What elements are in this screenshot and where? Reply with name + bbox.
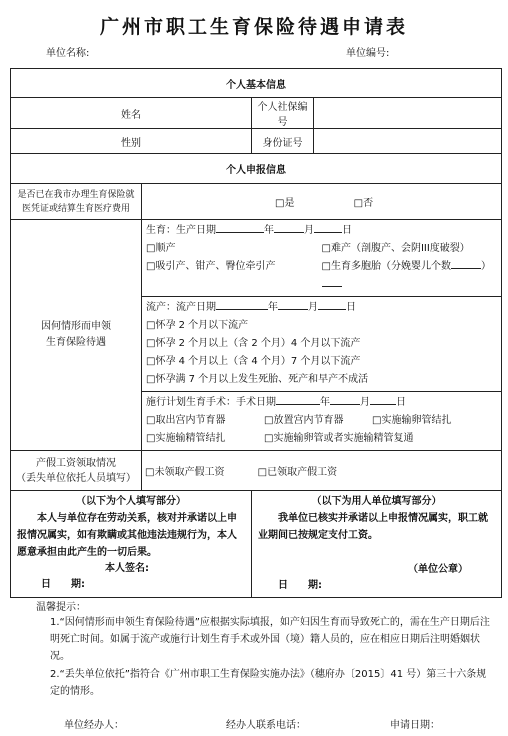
settled-options [142, 184, 502, 220]
abortion-lt2-checkbox[interactable]: □怀孕 2 个月以下流产 [146, 320, 249, 331]
unit-seal-label: （单位公章） [408, 564, 468, 575]
surgery-vasectomy-checkbox[interactable]: □实施输精管结扎 [146, 433, 226, 444]
personal-date-label: 日 期: [41, 579, 85, 590]
application-form [10, 68, 502, 598]
footer-agent-label: 单位经办人： [64, 720, 124, 731]
form-title: 广州市职工生育保险待遇申请表 [99, 16, 408, 38]
birth-natural-checkbox[interactable]: □顺产 [146, 243, 176, 254]
ssn-field[interactable] [314, 98, 502, 129]
leave-received-checkbox[interactable]: □已领取产假工资 [257, 467, 338, 478]
footer-phone-label: 经办人联系电话： [226, 720, 306, 731]
surgery-place-iud-checkbox[interactable]: □放置宫内节育器 [264, 415, 344, 426]
leave-options [142, 451, 502, 491]
birth-assisted-checkbox[interactable]: □吸引产、钳产、臀位牵引产 [146, 261, 276, 272]
surgery-remove-iud-checkbox[interactable]: □取出宫内节育器 [146, 415, 226, 426]
personal-sign-label: 本人签名: [105, 563, 149, 574]
leave-not-received-checkbox[interactable]: □未领取产假工资 [145, 467, 225, 478]
birth-difficult-checkbox[interactable]: □难产（剖腹产、会阴III度破裂） [321, 243, 470, 254]
surgery-tubal-ligation-checkbox[interactable]: □实施输卵管结扎 [372, 415, 452, 426]
section-basic-info: 个人基本信息 [11, 69, 502, 98]
settled-yes-checkbox[interactable]: □是 [275, 198, 295, 209]
gender-label: 性别 [11, 129, 252, 154]
surgery-section: 施行计划生育手术：手术日期 年 月 日 □取出宫内节育器 □放置宫内节育器 □实施输卵管结扎 □实施输精管结扎 □实施输卵管或者实施输精管复通 [142, 391, 501, 450]
unit-date-label: 日 期: [278, 580, 322, 591]
id-label: 身份证号 [252, 129, 314, 154]
surgery-reversal-checkbox[interactable]: □实施输卵管或者实施输精管复通 [264, 433, 414, 444]
id-field[interactable] [314, 129, 502, 154]
ssn-label: 个人社保编号 [252, 98, 314, 129]
name-label: 姓名 [11, 98, 252, 129]
settled-question: 是否已在我市办理生育保险就 医凭证或结算生育医疗费用 [11, 184, 142, 220]
unit-name-label: 单位名称: [46, 48, 90, 59]
tip-2: 2.“丢失单位依托”指符合《广州市职工生育保险实施办法》（穗府办〔2015〕41 号）第三十六条规定的情形。 [50, 669, 487, 697]
unit-no-label: 单位编号: [346, 48, 390, 59]
tips-heading: 温馨提示： [36, 602, 86, 613]
settled-no-checkbox[interactable]: □否 [353, 198, 374, 209]
leave-label: 产假工资领取情况 （丢失单位依托人员填写） [11, 451, 142, 491]
birth-multiple-checkbox[interactable]: □生育多胞胎（分娩婴儿个数 ） [322, 258, 498, 294]
reason-options [142, 220, 502, 451]
abortion-2to4-checkbox[interactable]: □怀孕 2 个月以上（含 2 个月）4 个月以下流产 [146, 338, 361, 349]
tip-1: 1.“因何情形而申领生育保险待遇”应根据实际填报，如产妇因生育而导致死亡的，需在生产日期后注明死亡时间。如属于流产或施行计划生育手术或外国（境）籍人员的，应在相应日期后注明婚姻状况。 [50, 617, 490, 662]
footer-date-label: 申请日期： [390, 720, 440, 731]
section-claim-info: 个人申报信息 [11, 154, 502, 184]
birth-section: 生育：生产日期 年 月 日 □顺产 □难产（剖腹产、会阴III度破裂） □吸引产、钳产、臀位牵引产 □生育多胞胎（分娩婴儿个数 ） [142, 220, 501, 296]
unit-declaration: （以下为用人单位填写部分） 我单位已核实并承诺以上申报情况属实，职工就业期间已按规定支付工资。 （单位公章） 日 期: [252, 491, 502, 598]
abortion-gt7-checkbox[interactable]: □怀孕满 7 个月以上发生死胎、死产和早产不成活 [146, 374, 369, 385]
personal-declaration: （以下为个人填写部分） 本人与单位存在劳动关系，核对并承诺以上申报情况属实，如有欺瞒或其他违法违规行为，本人愿意承担由此产生的一切后果。 本人签名: 日 期: [11, 491, 252, 598]
abortion-section: 流产：流产日期 年 月 日 □怀孕 2 个月以下流产 □怀孕 2 个月以上（含 2 个月）4 个月以下流产 □怀孕 4 个月以上（含 4 个月）7 个月以下流产 □怀孕满 7 个月以上发生死胎、死产和早产不成活 [142, 296, 501, 391]
abortion-4to7-checkbox[interactable]: □怀孕 4 个月以上（含 4 个月）7 个月以下流产 [146, 356, 361, 367]
reason-label: 因何情形而申领 生育保险待遇 [11, 220, 142, 451]
